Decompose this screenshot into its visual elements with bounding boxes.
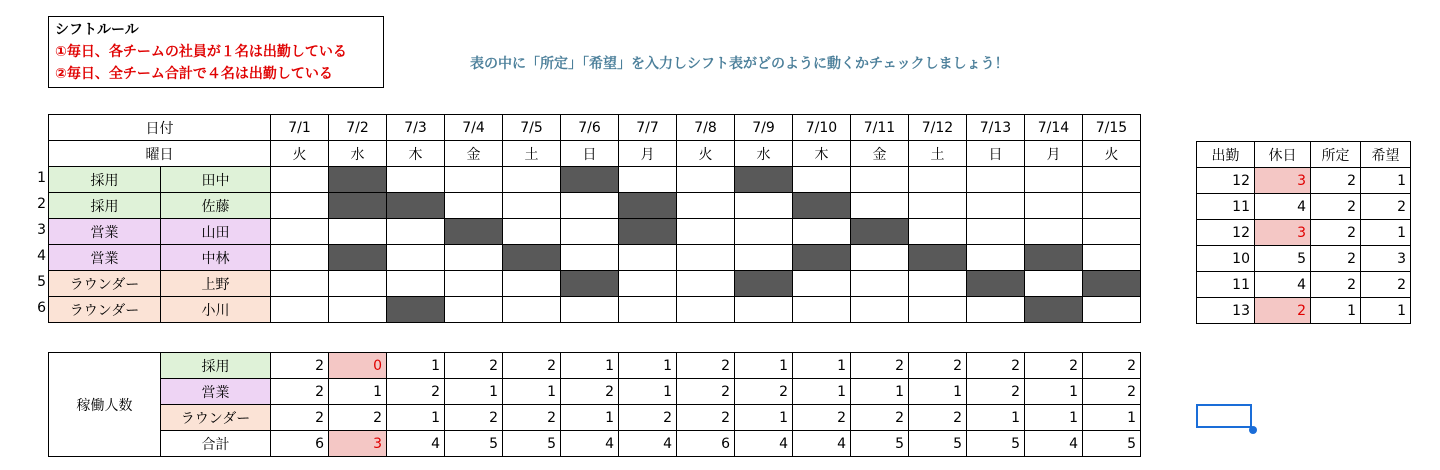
weekday-header: 土 <box>503 141 561 167</box>
weekday-header: 日 <box>561 141 619 167</box>
day-off-cell[interactable] <box>561 167 619 193</box>
summary-value: 1 <box>793 353 851 379</box>
stats-value[interactable]: 1 <box>1361 168 1411 194</box>
summary-value: 1 <box>387 405 445 431</box>
fill-handle[interactable] <box>1249 426 1257 434</box>
workday-cell[interactable] <box>1025 271 1083 297</box>
summary-value: 2 <box>445 405 503 431</box>
workday-cell[interactable] <box>735 193 793 219</box>
workday-cell[interactable] <box>967 167 1025 193</box>
summary-value: 5 <box>1083 431 1141 457</box>
staff-row <box>49 219 1141 245</box>
stats-value[interactable]: 1 <box>1361 298 1411 324</box>
rules-title: シフトルール <box>55 22 139 38</box>
rule-1: ①毎日、各チームの社員が１名は出勤している <box>55 44 347 60</box>
summary-value: 2 <box>271 353 329 379</box>
workday-cell[interactable] <box>329 219 387 245</box>
workday-cell[interactable] <box>851 271 909 297</box>
stats-header: 出勤 <box>1197 142 1255 168</box>
summary-value: 4 <box>387 431 445 457</box>
summary-value: 2 <box>561 379 619 405</box>
stats-row <box>1197 298 1411 324</box>
workday-cell[interactable] <box>445 167 503 193</box>
summary-value: 1 <box>735 405 793 431</box>
day-off-cell[interactable] <box>329 167 387 193</box>
summary-value: 2 <box>735 379 793 405</box>
date-header: 7/3 <box>387 115 445 141</box>
date-header: 7/5 <box>503 115 561 141</box>
weekday-header: 木 <box>387 141 445 167</box>
workday-cell[interactable] <box>387 219 445 245</box>
weekday-header: 火 <box>677 141 735 167</box>
summary-value: 2 <box>503 353 561 379</box>
workday-cell[interactable] <box>967 297 1025 323</box>
workday-cell[interactable] <box>909 297 967 323</box>
instruction-text: 表の中に「所定」「希望」を入力しシフト表がどのように動くかチェックしましょう！ <box>470 56 1009 72</box>
summary-value: 0 <box>329 353 387 379</box>
workday-cell[interactable] <box>271 193 329 219</box>
summary-row <box>49 431 1141 457</box>
team-cell: ラウンダー <box>49 297 161 323</box>
summary-value: 2 <box>793 405 851 431</box>
date-header: 7/13 <box>967 115 1025 141</box>
date-header: 7/6 <box>561 115 619 141</box>
stats-value: 12 <box>1197 220 1255 246</box>
workday-cell[interactable] <box>619 271 677 297</box>
summary-value: 2 <box>503 405 561 431</box>
workday-cell[interactable] <box>1083 193 1141 219</box>
stats-value: 3 <box>1255 220 1311 246</box>
weekday-header: 木 <box>793 141 851 167</box>
weekday-header: 火 <box>271 141 329 167</box>
workday-cell[interactable] <box>735 297 793 323</box>
team-cell: 営業 <box>49 219 161 245</box>
workday-cell[interactable] <box>677 297 735 323</box>
stats-value: 4 <box>1255 194 1311 220</box>
day-off-cell[interactable] <box>1083 271 1141 297</box>
day-off-cell[interactable] <box>1025 245 1083 271</box>
workday-cell[interactable] <box>793 167 851 193</box>
day-off-cell[interactable] <box>793 193 851 219</box>
summary-team: 営業 <box>161 379 271 405</box>
date-header: 7/2 <box>329 115 387 141</box>
day-off-cell[interactable] <box>967 271 1025 297</box>
staff-name: 小川 <box>161 297 271 323</box>
stats-value: 11 <box>1197 194 1255 220</box>
day-off-cell[interactable] <box>503 245 561 271</box>
date-header: 7/15 <box>1083 115 1141 141</box>
day-off-cell[interactable] <box>735 271 793 297</box>
staff-row <box>49 297 1141 323</box>
stats-value: 5 <box>1255 246 1311 272</box>
workday-cell[interactable] <box>677 245 735 271</box>
summary-value: 2 <box>445 353 503 379</box>
workday-cell[interactable] <box>445 271 503 297</box>
summary-value: 4 <box>561 431 619 457</box>
summary-team: ラウンダー <box>161 405 271 431</box>
summary-value: 2 <box>967 353 1025 379</box>
summary-team: 合計 <box>161 431 271 457</box>
workday-cell[interactable] <box>793 271 851 297</box>
summary-value: 4 <box>793 431 851 457</box>
summary-value: 3 <box>329 431 387 457</box>
stats-header: 休日 <box>1255 142 1311 168</box>
summary-value: 2 <box>967 379 1025 405</box>
date-header: 7/7 <box>619 115 677 141</box>
staffing-label: 稼働人数 <box>49 353 161 457</box>
summary-value: 1 <box>503 379 561 405</box>
workday-cell[interactable] <box>503 297 561 323</box>
workday-cell[interactable] <box>851 193 909 219</box>
summary-value: 5 <box>445 431 503 457</box>
summary-value: 1 <box>1025 379 1083 405</box>
workday-cell[interactable] <box>1083 219 1141 245</box>
workday-cell[interactable] <box>793 297 851 323</box>
summary-value: 2 <box>851 353 909 379</box>
stats-value[interactable]: 2 <box>1311 272 1361 298</box>
summary-value: 6 <box>271 431 329 457</box>
stats-value[interactable]: 2 <box>1361 194 1411 220</box>
stats-value[interactable]: 2 <box>1311 194 1361 220</box>
workday-cell[interactable] <box>561 297 619 323</box>
summary-value: 1 <box>967 405 1025 431</box>
workday-cell[interactable] <box>735 245 793 271</box>
summary-value: 4 <box>735 431 793 457</box>
day-off-cell[interactable] <box>387 297 445 323</box>
team-cell: ラウンダー <box>49 271 161 297</box>
date-header: 7/12 <box>909 115 967 141</box>
workday-cell[interactable] <box>851 245 909 271</box>
rule-2: ②毎日、全チーム合計で４名は出勤している <box>55 66 333 82</box>
summary-value: 1 <box>561 353 619 379</box>
workday-cell[interactable] <box>1025 219 1083 245</box>
workday-cell[interactable] <box>445 245 503 271</box>
staff-name: 中林 <box>161 245 271 271</box>
summary-team: 採用 <box>161 353 271 379</box>
stats-row <box>1197 194 1411 220</box>
staff-stats-table <box>1196 141 1411 324</box>
workday-cell[interactable] <box>909 271 967 297</box>
team-cell: 採用 <box>49 167 161 193</box>
stats-value: 4 <box>1255 272 1311 298</box>
workday-cell[interactable] <box>503 219 561 245</box>
summary-value: 1 <box>735 353 793 379</box>
summary-value: 2 <box>1083 353 1141 379</box>
date-header: 7/14 <box>1025 115 1083 141</box>
workday-cell[interactable] <box>735 219 793 245</box>
stats-value[interactable]: 2 <box>1311 168 1361 194</box>
summary-row <box>49 379 1141 405</box>
summary-row <box>49 405 1141 431</box>
date-header: 7/1 <box>271 115 329 141</box>
workday-cell[interactable] <box>967 193 1025 219</box>
staff-row <box>49 193 1141 219</box>
workday-cell[interactable] <box>503 167 561 193</box>
row-number: 1 <box>37 170 46 186</box>
summary-value: 5 <box>967 431 1025 457</box>
day-off-cell[interactable] <box>735 167 793 193</box>
stats-value[interactable]: 1 <box>1361 220 1411 246</box>
workday-cell[interactable] <box>445 193 503 219</box>
workday-cell[interactable] <box>967 245 1025 271</box>
workday-cell[interactable] <box>387 245 445 271</box>
workday-cell[interactable] <box>1025 167 1083 193</box>
stats-header: 希望 <box>1361 142 1411 168</box>
workday-cell[interactable] <box>909 219 967 245</box>
day-off-cell[interactable] <box>851 219 909 245</box>
stats-value: 11 <box>1197 272 1255 298</box>
shift-table <box>48 114 1141 323</box>
summary-value: 2 <box>677 405 735 431</box>
stats-value: 12 <box>1197 168 1255 194</box>
day-off-cell[interactable] <box>619 219 677 245</box>
stats-header: 所定 <box>1311 142 1361 168</box>
weekday-header-label: 曜日 <box>49 141 271 167</box>
summary-value: 4 <box>1025 431 1083 457</box>
day-off-cell[interactable] <box>909 245 967 271</box>
stats-row <box>1197 272 1411 298</box>
workday-cell[interactable] <box>561 245 619 271</box>
staff-name: 田中 <box>161 167 271 193</box>
staff-row <box>49 271 1141 297</box>
shift-rules-box <box>48 16 384 88</box>
summary-value: 2 <box>677 353 735 379</box>
summary-value: 4 <box>619 431 677 457</box>
workday-cell[interactable] <box>793 219 851 245</box>
workday-cell[interactable] <box>329 297 387 323</box>
row-number: 4 <box>37 248 46 264</box>
summary-value: 1 <box>793 379 851 405</box>
summary-value: 5 <box>503 431 561 457</box>
summary-value: 2 <box>909 353 967 379</box>
summary-value: 2 <box>909 405 967 431</box>
weekday-header: 水 <box>329 141 387 167</box>
staff-name: 山田 <box>161 219 271 245</box>
workday-cell[interactable] <box>677 193 735 219</box>
summary-value: 6 <box>677 431 735 457</box>
day-off-cell[interactable] <box>561 271 619 297</box>
selected-cell[interactable] <box>1196 404 1252 428</box>
workday-cell[interactable] <box>619 297 677 323</box>
stats-value: 13 <box>1197 298 1255 324</box>
day-off-cell[interactable] <box>329 193 387 219</box>
summary-value: 2 <box>1083 379 1141 405</box>
workday-cell[interactable] <box>909 167 967 193</box>
workday-cell[interactable] <box>909 193 967 219</box>
workday-cell[interactable] <box>677 219 735 245</box>
stats-row <box>1197 168 1411 194</box>
stats-value[interactable]: 2 <box>1361 272 1411 298</box>
summary-value: 2 <box>1025 353 1083 379</box>
staff-name: 佐藤 <box>161 193 271 219</box>
summary-value: 1 <box>619 379 677 405</box>
workday-cell[interactable] <box>677 167 735 193</box>
workday-cell[interactable] <box>561 219 619 245</box>
weekday-header: 金 <box>851 141 909 167</box>
date-header-label: 日付 <box>49 115 271 141</box>
weekday-header: 火 <box>1083 141 1141 167</box>
date-header: 7/4 <box>445 115 503 141</box>
workday-cell[interactable] <box>271 297 329 323</box>
workday-cell[interactable] <box>445 297 503 323</box>
row-number: 5 <box>37 274 46 290</box>
summary-value: 1 <box>561 405 619 431</box>
summary-value: 1 <box>851 379 909 405</box>
weekday-header: 金 <box>445 141 503 167</box>
row-number: 6 <box>37 300 46 316</box>
team-cell: 採用 <box>49 193 161 219</box>
staff-row <box>49 167 1141 193</box>
workday-cell[interactable] <box>271 245 329 271</box>
stats-value: 2 <box>1255 298 1311 324</box>
date-header: 7/11 <box>851 115 909 141</box>
day-off-cell[interactable] <box>445 219 503 245</box>
summary-value: 2 <box>271 379 329 405</box>
summary-value: 1 <box>445 379 503 405</box>
summary-value: 1 <box>909 379 967 405</box>
weekday-header: 月 <box>1025 141 1083 167</box>
workday-cell[interactable] <box>503 193 561 219</box>
workday-cell[interactable] <box>619 245 677 271</box>
workday-cell[interactable] <box>329 271 387 297</box>
team-cell: 営業 <box>49 245 161 271</box>
summary-value: 1 <box>1025 405 1083 431</box>
day-off-cell[interactable] <box>619 193 677 219</box>
day-off-cell[interactable] <box>1025 297 1083 323</box>
staff-row <box>49 245 1141 271</box>
workday-cell[interactable] <box>1083 167 1141 193</box>
summary-value: 2 <box>329 405 387 431</box>
summary-value: 2 <box>851 405 909 431</box>
stats-value: 3 <box>1255 168 1311 194</box>
workday-cell[interactable] <box>561 193 619 219</box>
summary-value: 1 <box>619 353 677 379</box>
date-header: 7/10 <box>793 115 851 141</box>
workday-cell[interactable] <box>271 219 329 245</box>
stats-value: 10 <box>1197 246 1255 272</box>
summary-value: 1 <box>1083 405 1141 431</box>
workday-cell[interactable] <box>1083 297 1141 323</box>
weekday-header: 水 <box>735 141 793 167</box>
workday-cell[interactable] <box>967 219 1025 245</box>
summary-value: 2 <box>677 379 735 405</box>
workday-cell[interactable] <box>677 271 735 297</box>
stats-row <box>1197 246 1411 272</box>
summary-value: 1 <box>387 353 445 379</box>
summary-value: 5 <box>851 431 909 457</box>
date-header: 7/9 <box>735 115 793 141</box>
workday-cell[interactable] <box>387 271 445 297</box>
summary-value: 1 <box>329 379 387 405</box>
staffing-summary-table <box>48 352 1141 457</box>
workday-cell[interactable] <box>851 167 909 193</box>
day-off-cell[interactable] <box>793 245 851 271</box>
summary-value: 2 <box>387 379 445 405</box>
workday-cell[interactable] <box>619 167 677 193</box>
weekday-header: 土 <box>909 141 967 167</box>
day-off-cell[interactable] <box>387 193 445 219</box>
stats-value[interactable]: 2 <box>1311 246 1361 272</box>
stats-value[interactable]: 1 <box>1311 298 1361 324</box>
row-number: 2 <box>37 196 46 212</box>
workday-cell[interactable] <box>271 271 329 297</box>
summary-value: 2 <box>619 405 677 431</box>
staff-name: 上野 <box>161 271 271 297</box>
workday-cell[interactable] <box>387 167 445 193</box>
workday-cell[interactable] <box>1083 245 1141 271</box>
summary-row <box>49 353 1141 379</box>
weekday-header: 日 <box>967 141 1025 167</box>
summary-value: 2 <box>271 405 329 431</box>
stats-value[interactable]: 2 <box>1311 220 1361 246</box>
workday-cell[interactable] <box>1025 193 1083 219</box>
row-number: 3 <box>37 222 46 238</box>
stats-row <box>1197 220 1411 246</box>
date-header: 7/8 <box>677 115 735 141</box>
stats-value[interactable]: 3 <box>1361 246 1411 272</box>
summary-value: 5 <box>909 431 967 457</box>
day-off-cell[interactable] <box>329 245 387 271</box>
workday-cell[interactable] <box>503 271 561 297</box>
weekday-header: 月 <box>619 141 677 167</box>
workday-cell[interactable] <box>851 297 909 323</box>
workday-cell[interactable] <box>271 167 329 193</box>
